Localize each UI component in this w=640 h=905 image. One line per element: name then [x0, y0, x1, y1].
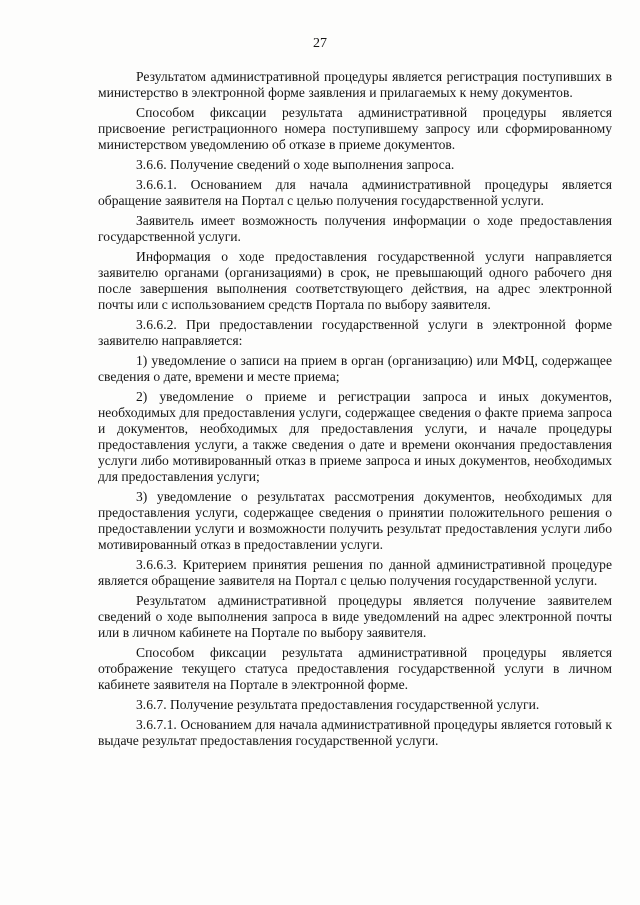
page-number: 27 [313, 36, 327, 51]
paragraph: Информация о ходе предоставления государственной услуги направляется заявителю органами (организациями) в срок, не превышающий одного рабочего дня после завершения выполнения соответствующего действия, на адрес электронной почты или с использованием средств Портала по выбору заявителя. [98, 249, 612, 312]
paragraph: 3.6.6.1. Основанием для начала административной процедуры является обращение заявителя на Портал с целью получения государственной услуги. [98, 177, 612, 208]
section-heading: 3.6.6. Получение сведений о ходе выполнения запроса. [136, 157, 455, 172]
paragraph: Способом фиксации результата административной процедуры является присвоение регистрационного номера поступившему запросу или сформированному министерством уведомлению об отказе в приеме документов. [98, 105, 612, 152]
list-item: 3) уведомление о результатах рассмотрения документов, необходимых для предоставления услуги, содержащее сведения о принятии положительного решения о предоставлении услуги и возможности получить результат предоставления услуги либо мотивированный отказ в предоставлении услуги. [98, 489, 612, 552]
list-item: 1) уведомление о записи на прием в орган (организацию) или МФЦ, содержащее сведения о дате, времени и месте приема; [98, 353, 612, 384]
list-item: 2) уведомление о приеме и регистрации запроса и иных документов, необходимых для предоставления услуги, содержащее сведения о факте приема запроса и документов, необходимых для предоставления услуги, и начале процедуры предоставления услуги, а также сведения о дате и времени окончания предоставления услуги либо мотивированный отказ в приеме запроса и иных документов, необходимых для предоставления услуги; [98, 389, 612, 484]
document-body [98, 69, 612, 749]
paragraph: Результатом административной процедуры является регистрация поступивших в министерство в электронной форме заявления и прилагаемых к нему документов. [98, 69, 612, 100]
section-heading: 3.6.7. Получение результата предоставления государственной услуги. [136, 697, 540, 712]
paragraph: Результатом административной процедуры является получение заявителем сведений о ходе выполнения запроса в виде уведомлений на адрес электронной почты или в личном кабинете на Портале по выбору заявителя. [98, 593, 612, 640]
paragraph: Способом фиксации результата административной процедуры является отображение текущего статуса предоставления государственной услуги в личном кабинете заявителя на Портале в электронной форме. [98, 645, 612, 692]
paragraph: 3.6.6.2. При предоставлении государственной услуги в электронной форме заявителю направляется: [98, 317, 612, 348]
paragraph: 3.6.7.1. Основанием для начала административной процедуры является готовый к выдаче результат предоставления государственной услуги. [98, 717, 612, 748]
paragraph: 3.6.6.3. Критерием принятия решения по данной административной процедуре является обращение заявителя на Портал с целью получения государственной услуги. [98, 557, 612, 588]
paragraph: Заявитель имеет возможность получения информации о ходе предоставления государственной услуги. [98, 213, 612, 244]
